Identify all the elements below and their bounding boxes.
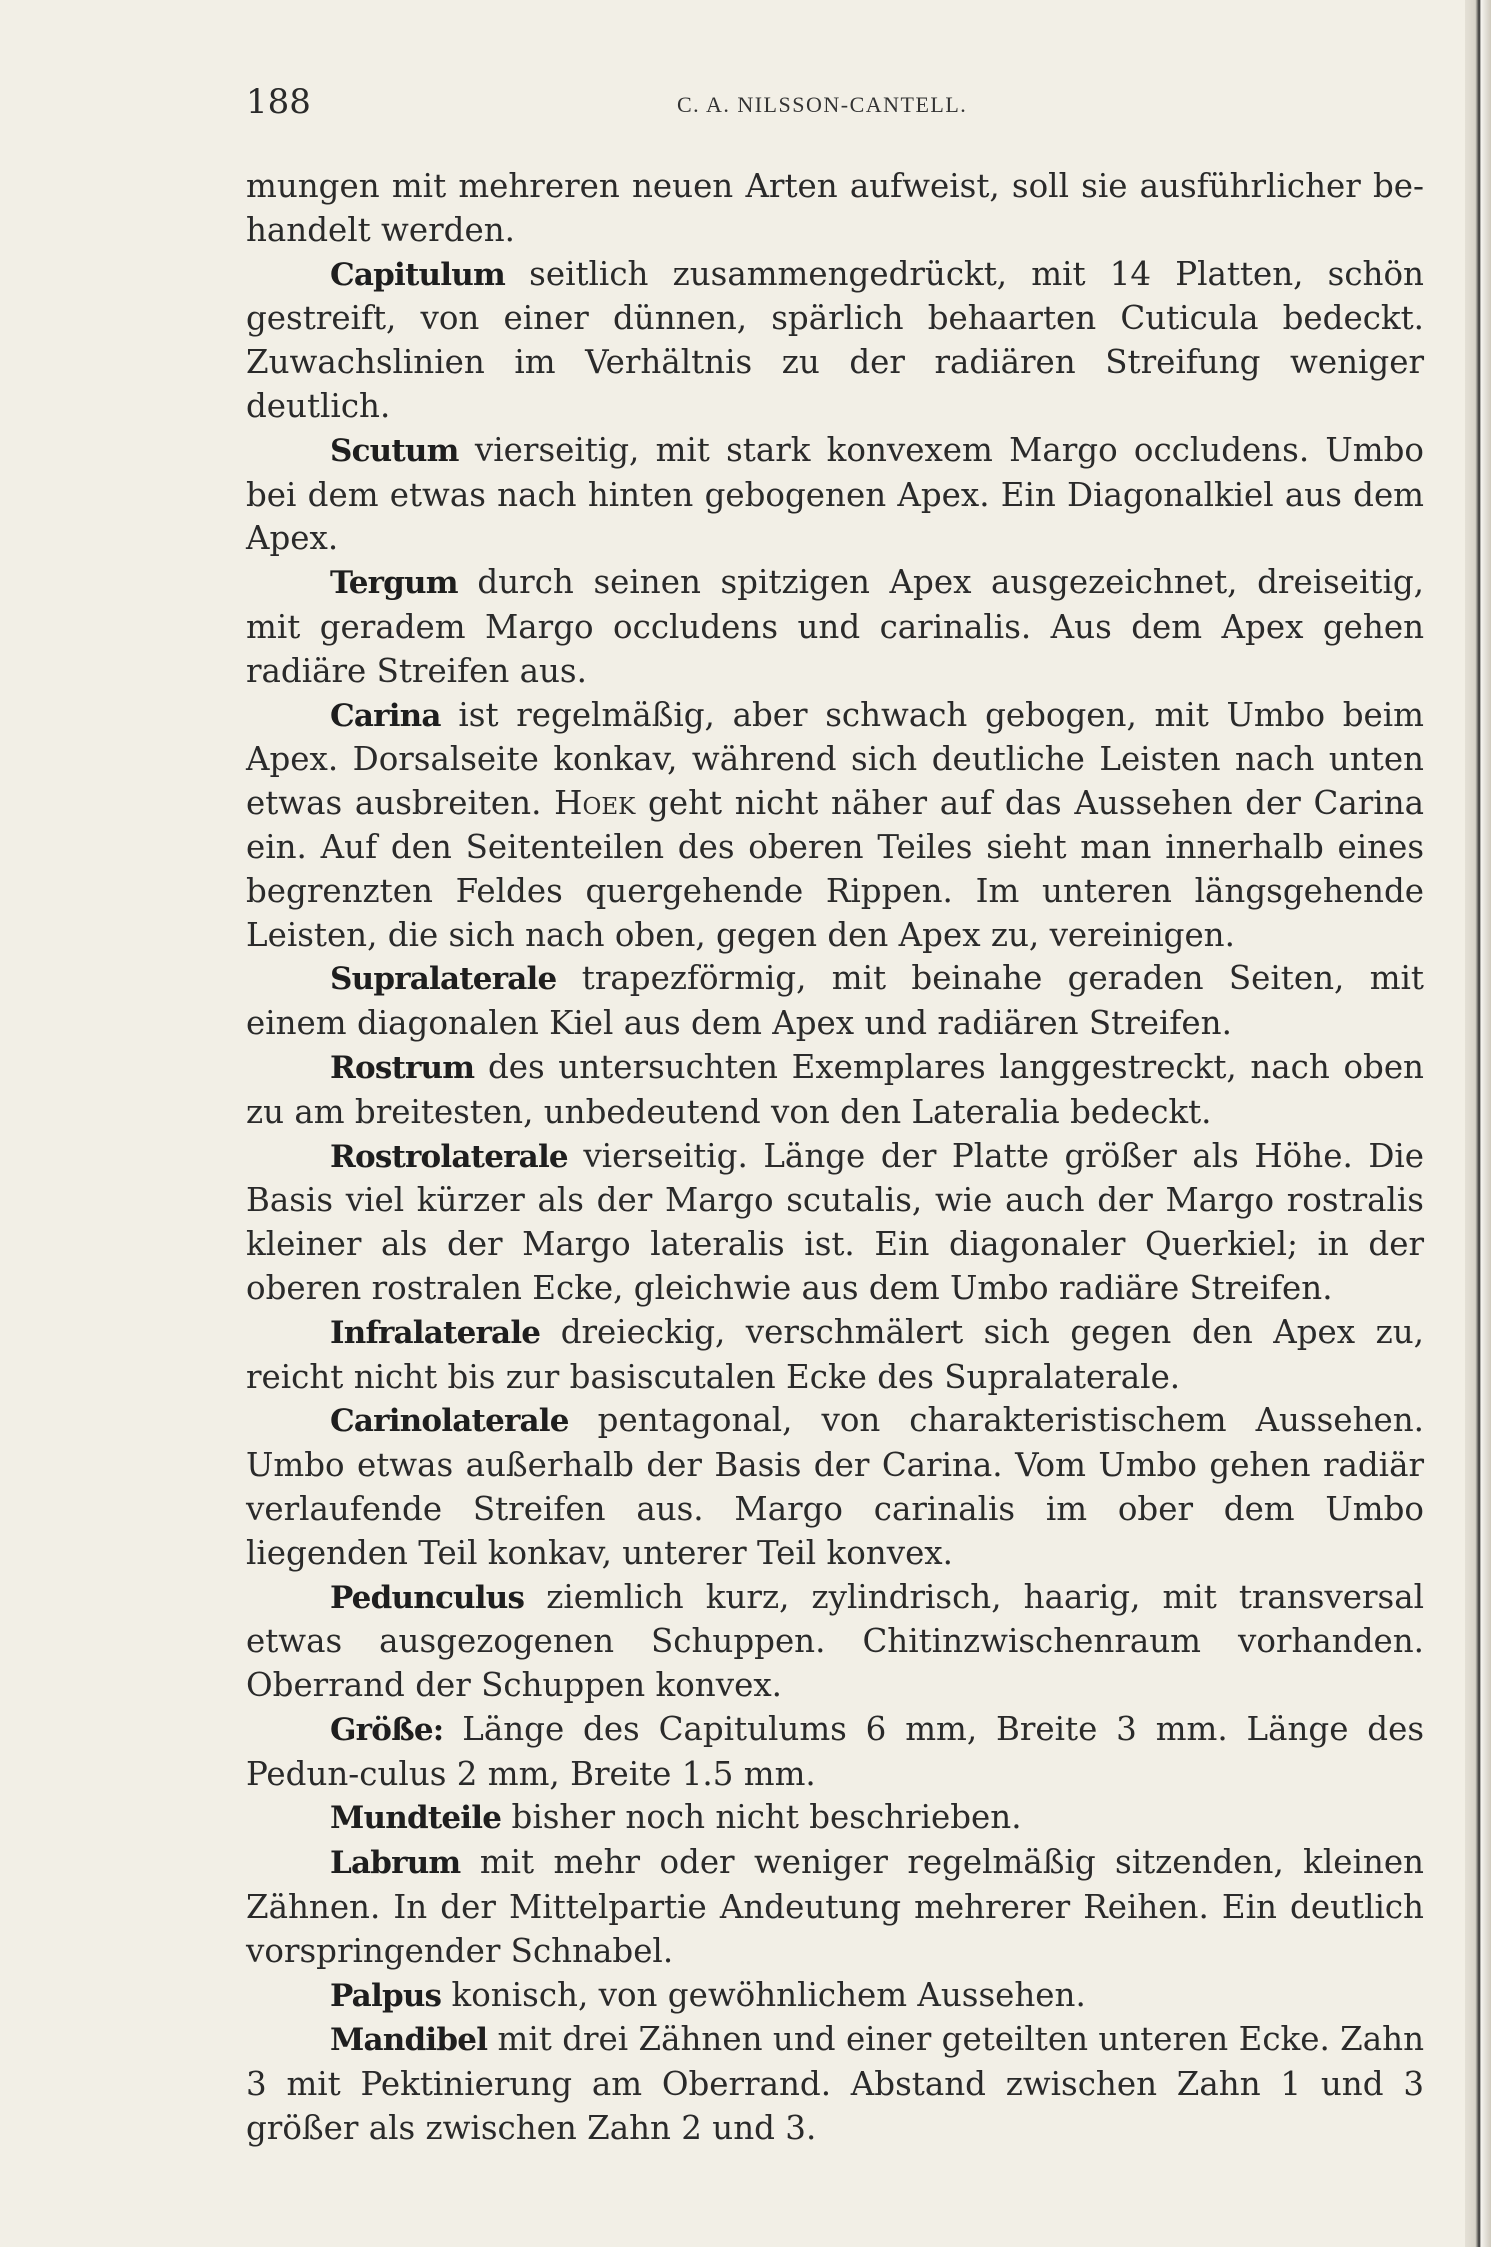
term-carinolaterale: Carinolaterale [330,1403,569,1440]
paragraph-text: Länge des Capitulums 6 mm, Breite 3 mm. Länge des Pedun-culus 2 mm, Breite 1.5 mm. [246,1709,1424,1793]
paragraph-infralaterale [246,1311,1424,1400]
paragraph-text: bisher noch nicht beschrieben. [501,1798,1022,1837]
paragraph-capitulum [246,253,1424,429]
paragraph-text: dreieckig, verschmälert sich gegen den Apex zu, reicht nicht bis zur basiscutalen Ecke des Supralaterale. [246,1312,1424,1396]
term-tergum: Tergum [330,565,458,602]
paragraph-text: durch seinen spitzigen Apex ausgezeichnet, dreiseitig, mit geradem Margo occludens und carinalis. Aus dem Apex gehen radiäre Streifen aus. [246,563,1424,690]
page-number: 188 [246,82,311,122]
term-mandibel: Mandibel [330,2022,488,2059]
paragraph-labrum [246,1841,1424,1973]
paragraph-text: pentagonal, von charakteristischem Aussehen. Umbo etwas außerhalb der Basis der Carina. Vom Umbo gehen radiär verlaufende Streifen aus. Margo carinalis im ober dem Umbo liegenden Teil konkav, unterer Teil konvex. [246,1401,1424,1572]
running-head: C. A. NILSSON-CANTELL. [677,92,968,117]
term-scutum: Scutum [330,432,459,469]
page-edge-binding [1465,0,1491,2247]
paragraph-rostrum [246,1046,1424,1135]
author-name: Hoek [554,784,636,823]
paragraph-pedunculus [246,1576,1424,1708]
paragraph-palpus [246,1974,1424,2019]
paragraph-text: trapezförmig, mit beinahe geraden Seiten, mit einem diagonalen Kiel aus dem Apex und radiären Streifen. [246,959,1424,1043]
term-palpus: Palpus [330,1977,442,2014]
term-capitulum: Capitulum [330,256,505,293]
paragraph-carinolaterale [246,1399,1424,1575]
paragraph-text: ziemlich kurz, zylindrisch, haarig, mit transversal etwas ausgezogenen Schuppen. Chitinzwischenraum vorhanden. Oberrand der Schuppen konvex. [246,1577,1424,1705]
paragraph-carina [246,694,1424,958]
paragraph-text: seitlich zusammengedrückt, mit 14 Platten, schön gestreift, von einer dünnen, spärlich behaarten Cuticula bedeckt. Zuwachslinien im Verhältnis zu der radiären Streifung weniger deutlich. [246,254,1424,425]
paragraph-groesse [246,1708,1424,1797]
term-pedunculus: Pedunculus [330,1579,525,1616]
term-groesse: Größe: [330,1711,444,1748]
page-header [246,82,1421,132]
paragraph-continuation [246,165,1424,253]
paragraph-text: mit drei Zähnen und einer geteilten unteren Ecke. Zahn 3 mit Pektinierung am Oberrand. Abstand zwischen Zahn 1 und 3 größer als zwischen Zahn 2 und 3. [246,2020,1424,2148]
paragraph-tergum [246,561,1424,693]
paragraph-text: ist regelmäßig, aber schwach gebogen, mit Umbo beim Apex. Dorsalseite konkav, während sich deutliche Leisten nach unten etwas ausbreiten. [246,695,1424,823]
term-mundteile: Mundteile [330,1800,502,1837]
paragraph-text-continued: geht nicht näher auf das Aussehen der Carina ein. Auf den Seitenteilen des oberen Teiles sieht man innerhalb eines begrenzten Feldes quergehende Rippen. Im unteren längsgehende Leisten, die sich nach oben, gegen den Apex zu, vereinigen. [246,784,1425,954]
paragraph-text: mit mehr oder weniger regelmäßig sitzenden, kleinen Zähnen. In der Mittelpartie Andeutung mehrerer Reihen. Ein deutlich vorspringender Schnabel. [246,1843,1424,1970]
paragraph-text: des untersuchten Exemplares langgestreckt, nach oben zu am breitesten, unbedeutend von den Lateralia bedeckt. [246,1047,1424,1131]
paragraph-mandibel [246,2018,1424,2150]
paragraph-rostrolaterale [246,1135,1424,1311]
paragraph-scutum [246,429,1424,561]
term-labrum: Labrum [330,1845,461,1882]
term-infralaterale: Infralaterale [330,1314,541,1351]
paragraph-text: mungen mit mehreren neuen Arten aufweist, soll sie ausführlicher be-handelt werden. [246,167,1424,249]
term-rostrum: Rostrum [330,1049,475,1086]
paragraph-mundteile [246,1796,1424,1841]
term-carina: Carina [330,697,441,734]
paragraph-text: konisch, von gewöhnlichem Aussehen. [441,1975,1086,2014]
paragraph-text: vierseitig, mit stark konvexem Margo occludens. Umbo bei dem etwas nach hinten gebogenen Apex. Ein Diagonalkiel aus dem Apex. [246,430,1424,558]
paragraph-supralaterale [246,957,1424,1046]
body-text [246,165,1424,2151]
term-rostrolaterale: Rostrolaterale [330,1138,568,1175]
paragraph-text: vierseitig. Länge der Platte größer als Höhe. Die Basis viel kürzer als der Margo scutalis, wie auch der Margo rostralis kleiner als der Margo lateralis ist. Ein diagonaler Querkiel; in der oberen rostralen Ecke, gleichwie aus dem Umbo radiäre Streifen. [246,1136,1424,1307]
term-supralaterale: Supralaterale [330,961,557,998]
